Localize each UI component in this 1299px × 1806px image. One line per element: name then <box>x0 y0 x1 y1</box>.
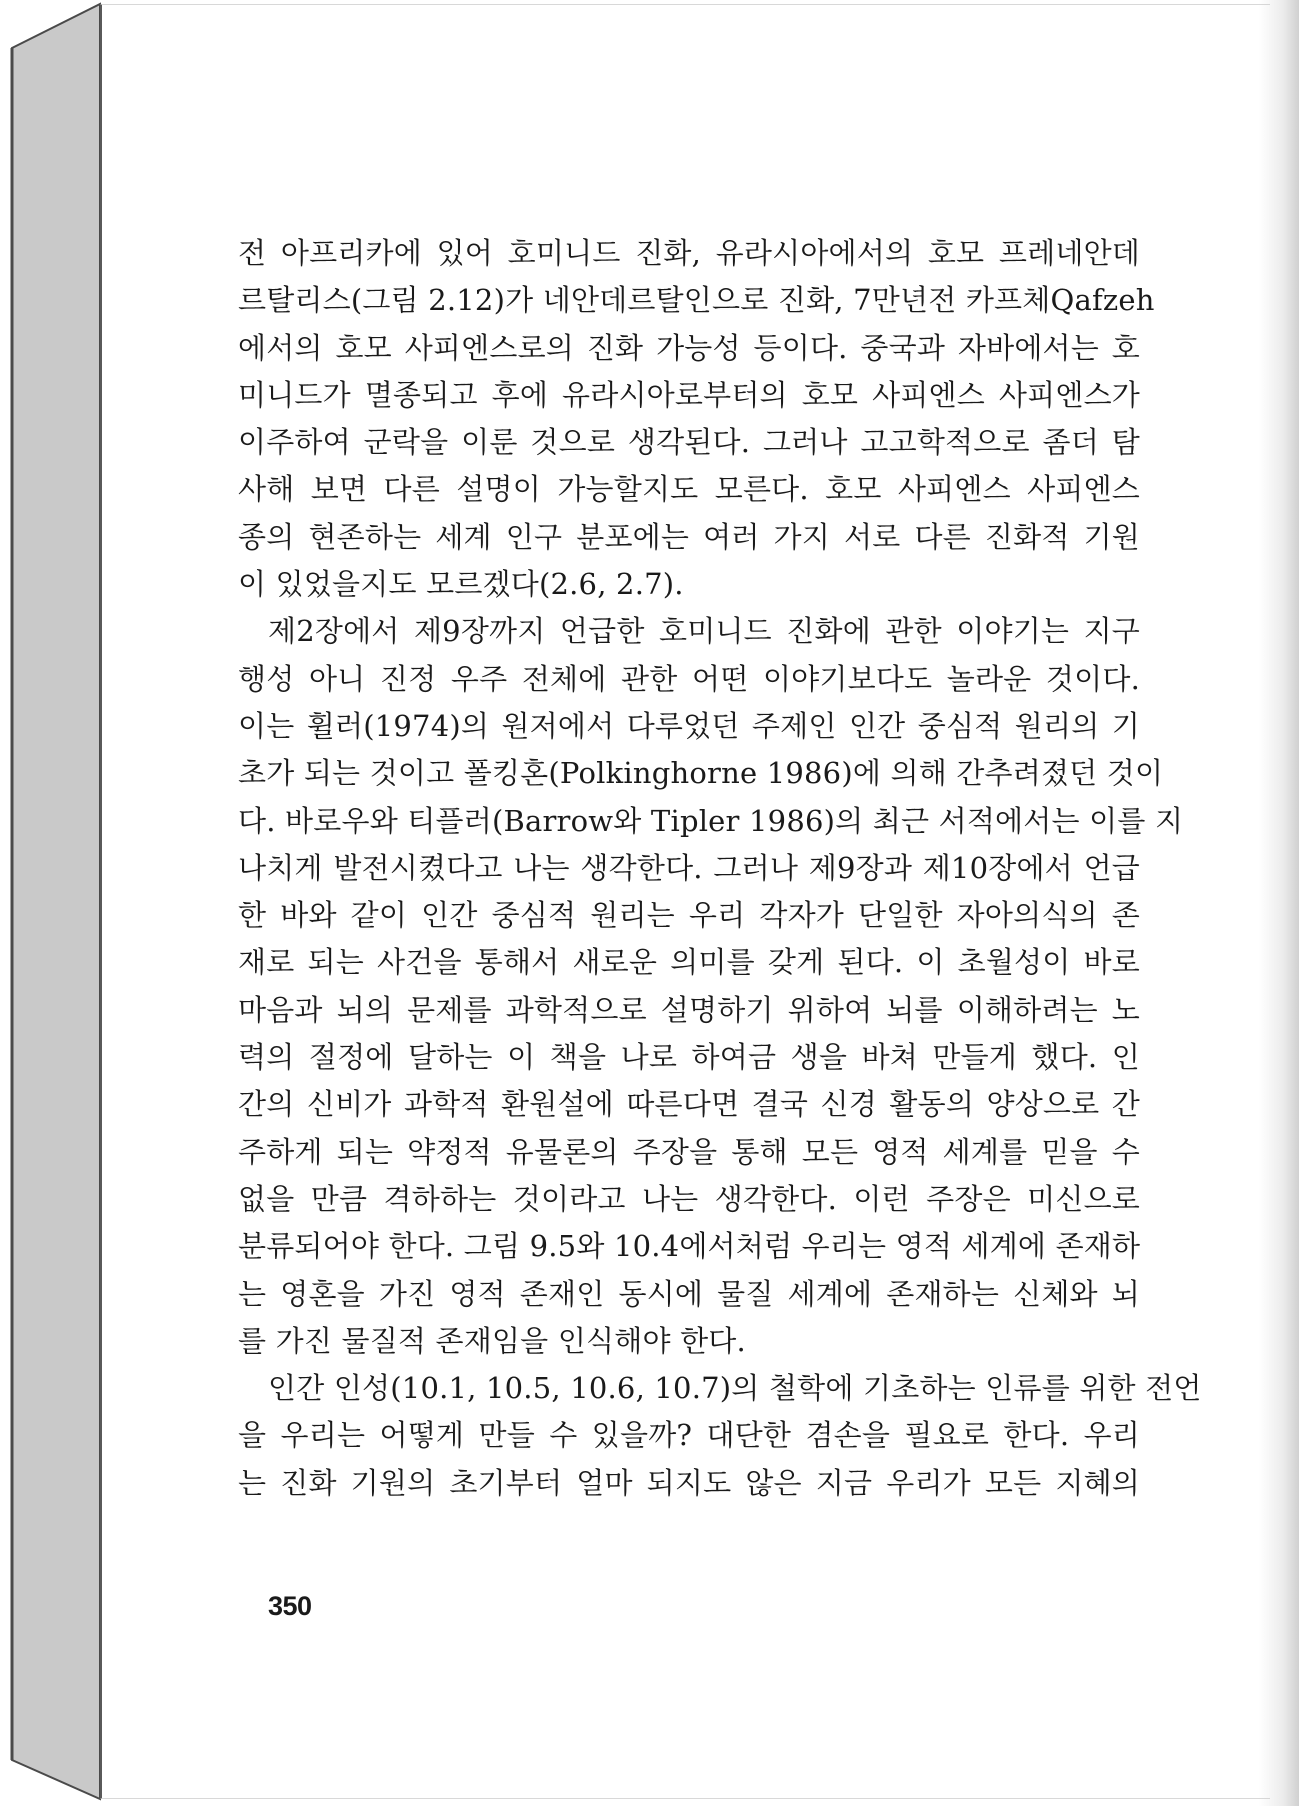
text-line: 는 진화 기원의 초기부터 얼마 되지도 않은 지금 우리가 모든 지혜의 <box>238 1465 1140 1500</box>
text-line: 재로 되는 사건을 통해서 새로운 의미를 갖게 된다. 이 초월성이 바로 <box>238 945 1140 980</box>
text-line: 행성 아니 진정 우주 전체에 관한 어떤 이야기보다도 놀라운 것이다. <box>238 661 1140 696</box>
body-text <box>238 230 1202 1507</box>
text-line: 이 있었을지도 모르겠다(2.6, 2.7). <box>238 567 684 602</box>
text-line: 이는 휠러(1974)의 원저에서 다루었던 주제인 인간 중심적 원리의 기 <box>238 708 1140 743</box>
text-line: 제2장에서 제9장까지 언급한 호미니드 진화에 관한 이야기는 지구 <box>268 614 1140 649</box>
text-line: 한 바와 같이 인간 중심적 원리는 우리 각자가 단일한 자아의식의 존 <box>238 898 1140 933</box>
text-line: 초가 되는 것이고 폴킹혼(Polkinghorne 1986)에 의해 간추려졌던 것이 <box>238 756 1164 791</box>
text-line: 마음과 뇌의 문제를 과학적으로 설명하기 위하여 뇌를 이해하려는 노 <box>238 992 1140 1027</box>
text-line: 에서의 호모 사피엔스로의 진화 가능성 등이다. 중국과 자바에서는 호 <box>238 330 1140 365</box>
text-line: 르탈리스(그림 2.12)가 네안데르탈인으로 진화, 7만년전 카프체Qafzeh <box>238 283 1155 318</box>
text-line: 이주하여 군락을 이룬 것으로 생각된다. 그러나 고고학적으로 좀더 탐 <box>238 425 1140 460</box>
text-line: 분류되어야 한다. 그림 9.5와 10.4에서처럼 우리는 영적 세계에 존재하 <box>238 1229 1141 1264</box>
text-line: 를 가진 물질적 존재임을 인식해야 한다. <box>238 1323 746 1358</box>
text-line: 력의 절정에 달하는 이 책을 나로 하여금 생을 바쳐 만들게 했다. 인 <box>238 1040 1140 1075</box>
page-edge-shadow <box>1259 0 1299 1806</box>
text-line: 사해 보면 다른 설명이 가능할지도 모른다. 호모 사피엔스 사피엔스 <box>238 472 1140 507</box>
text-line: 종의 현존하는 세계 인구 분포에는 여러 가지 서로 다른 진화적 기원 <box>238 519 1140 554</box>
text-line: 없을 만큼 격하하는 것이라고 나는 생각한다. 이런 주장은 미신으로 <box>238 1181 1140 1216</box>
text-line: 다. 바로우와 티플러(Barrow와 Tipler 1986)의 최근 서적에서는 이를 지 <box>238 803 1184 838</box>
text-line: 미니드가 멸종되고 후에 유라시아로부터의 호모 사피엔스 사피엔스가 <box>238 377 1140 412</box>
book-spine <box>0 0 110 1806</box>
text-line: 인간 인성(10.1, 10.5, 10.6, 10.7)의 철학에 기초하는 인류를 위한 전언 <box>268 1371 1202 1406</box>
text-line: 을 우리는 어떻게 만들 수 있을까? 대단한 겸손을 필요로 한다. 우리 <box>238 1418 1140 1453</box>
text-line: 는 영혼을 가진 영적 존재인 동시에 물질 세계에 존재하는 신체와 뇌 <box>238 1276 1140 1311</box>
page-number: 350 <box>268 1591 312 1621</box>
text-line: 주하게 되는 약정적 유물론의 주장을 통해 모든 영적 세계를 믿을 수 <box>238 1134 1140 1169</box>
text-line: 간의 신비가 과학적 환원설에 따른다면 결국 신경 활동의 양상으로 간 <box>238 1087 1140 1122</box>
text-line: 나치게 발전시켰다고 나는 생각한다. 그러나 제9장과 제10장에서 언급 <box>238 850 1140 885</box>
text-line: 전 아프리카에 있어 호미니드 진화, 유라시아에서의 호모 프레네안데 <box>238 236 1140 270</box>
